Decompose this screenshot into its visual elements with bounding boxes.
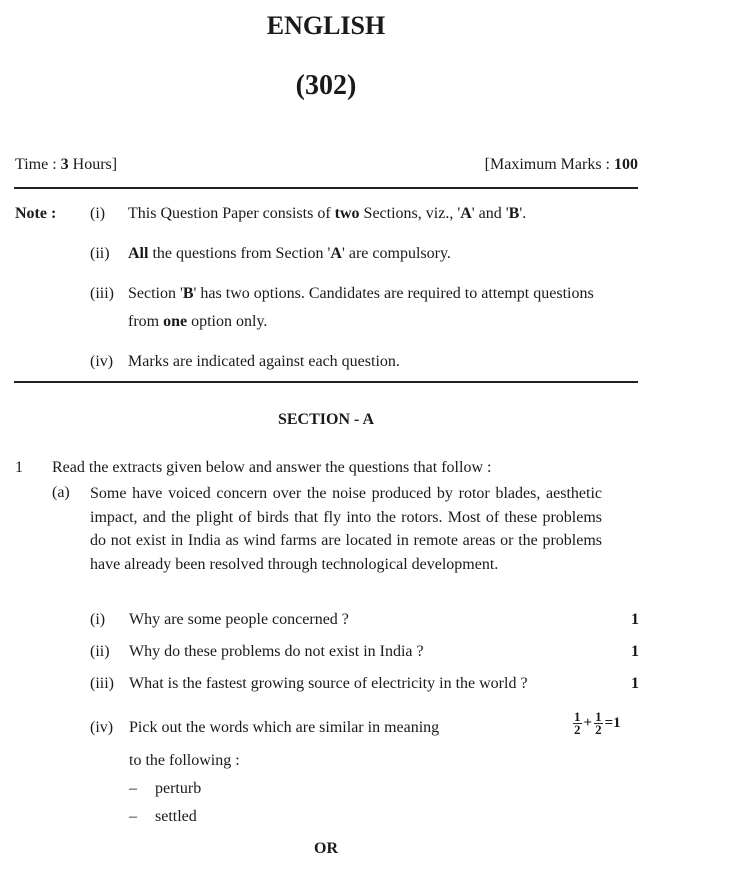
note-item-text-cont: from one option only. bbox=[128, 313, 268, 330]
note-item-text: This Question Paper consists of two Sections, viz., 'A' and 'B'. bbox=[128, 205, 527, 222]
subquestion-text-cont: to the following : bbox=[129, 752, 240, 769]
fraction-marks: $\frac{1}{2}$ + $\frac{1}{2}$ =1 bbox=[574, 709, 621, 737]
time-info: Time : 3 Hours] bbox=[15, 156, 118, 173]
subquestion-text: Why are some people concerned ? bbox=[129, 611, 349, 628]
subquestion-text: Pick out the words which are similar in meaning bbox=[129, 719, 440, 736]
subject-title: ENGLISH bbox=[266, 11, 386, 40]
note-item-num: (i) bbox=[90, 205, 106, 222]
passage-text: Some have voiced concern over the noise produced by rotor blades, aesthetic impact, and the plight of birds that fly into the rotors. Most of these problems do not exist in India as wind farms are located in remote areas or the problems have already been resolved through technological development. bbox=[90, 485, 602, 573]
note-item-num: (iii) bbox=[90, 285, 114, 302]
note-item-text: All the questions from Section 'A' are compulsory. bbox=[128, 245, 451, 262]
subquestion-text: What is the fastest growing source of electricity in the world ? bbox=[129, 675, 528, 692]
subquestion-text: Why do these problems do not exist in India ? bbox=[129, 643, 424, 660]
note-item-num: (ii) bbox=[90, 245, 110, 262]
question-instruction: Read the extracts given below and answer the questions that follow : bbox=[52, 459, 492, 476]
subquestion-num: (iv) bbox=[90, 719, 114, 736]
divider-top bbox=[14, 187, 638, 189]
section-heading: SECTION - A bbox=[277, 411, 375, 428]
word-dash: – bbox=[129, 780, 137, 797]
max-marks-info: [Maximum Marks : 100 bbox=[484, 156, 638, 173]
note-item-text: Marks are indicated against each question. bbox=[128, 353, 400, 370]
part-label: (a) bbox=[52, 484, 70, 501]
subquestion-num: (iii) bbox=[90, 675, 114, 692]
word-item: perturb bbox=[155, 780, 202, 797]
subquestion-marks: 1 bbox=[631, 643, 639, 660]
subquestion-num: (ii) bbox=[90, 643, 110, 660]
note-item-num: (iv) bbox=[90, 353, 114, 370]
divider-bottom bbox=[14, 381, 638, 383]
subquestion-marks: 1 bbox=[631, 611, 639, 628]
subquestion-marks: 1 bbox=[631, 675, 639, 692]
fraction-half: $\frac{1}{2}$ bbox=[595, 709, 602, 737]
subject-code: (302) bbox=[295, 70, 357, 101]
word-item: settled bbox=[155, 808, 197, 825]
or-separator: OR bbox=[314, 840, 338, 857]
note-label: Note : bbox=[15, 205, 57, 222]
fraction-half: $\frac{1}{2}$ bbox=[574, 709, 581, 737]
word-dash: – bbox=[129, 808, 137, 825]
note-item-text: Section 'B' has two options. Candidates are required to attempt questions bbox=[128, 285, 594, 302]
question-number: 1 bbox=[15, 459, 23, 476]
subquestion-num: (i) bbox=[90, 611, 106, 628]
